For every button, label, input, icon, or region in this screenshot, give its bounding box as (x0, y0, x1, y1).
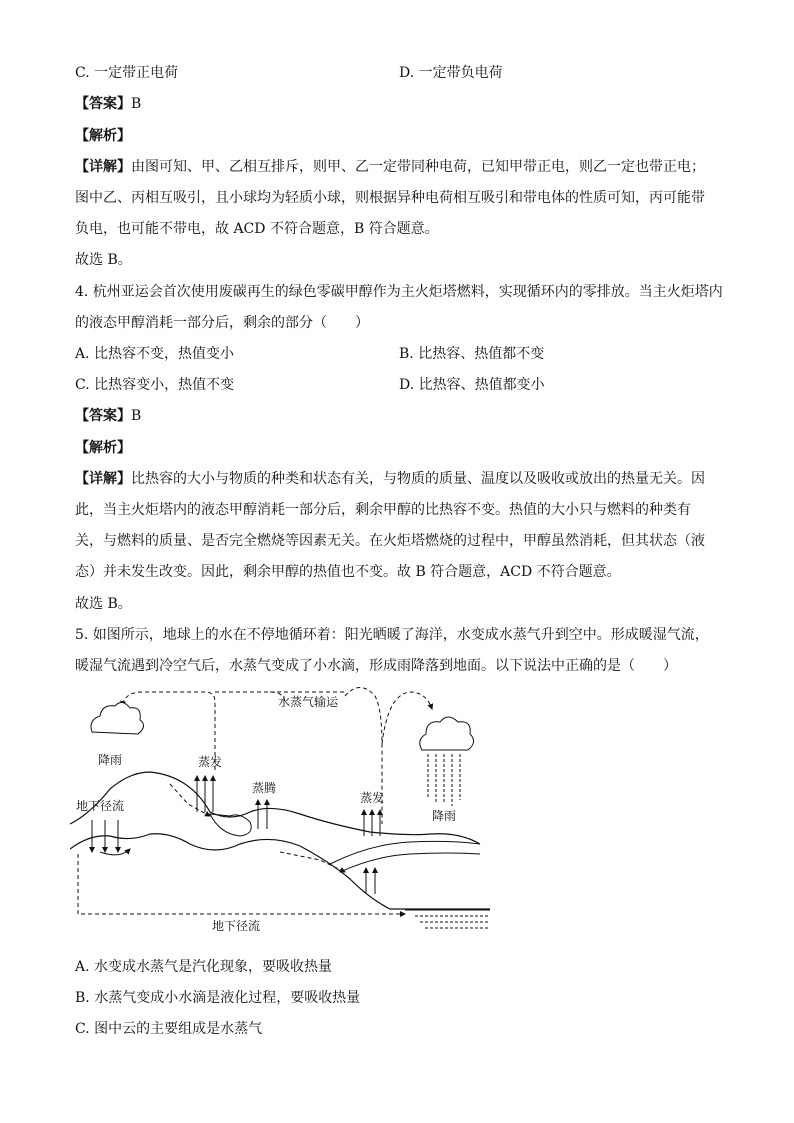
q4-option-a: A. 比热容不变，热值变小 (75, 346, 235, 362)
q4-detail-line-1 (75, 469, 705, 489)
q5-stem-line-2: 暖湿气流遇到冷空气后，水蒸气变成了小水滴，形成雨降落到地面。以下说法中正确的是（ ） (75, 658, 677, 674)
detail-text: 比热容的大小与物质的种类和状态有关，与物质的质量、温度以及吸收或放出的热量无关。因 (131, 471, 705, 487)
q4-conclusion: 故选 B。 (75, 596, 132, 612)
q4-detail-line-3: 关，与燃料的质量、是否完全燃烧等因素无关。在火炬塔燃烧的过程中，甲醇虽然消耗，但其状态（液 (75, 533, 705, 549)
cloud-right-icon (420, 717, 474, 806)
q3-detail-line-3: 负电，也可能不带电，故 ACD 不符合题意，B 符合题意。 (75, 221, 439, 237)
q3-answer (75, 94, 141, 114)
answer-tag: 【答案】 (75, 96, 131, 112)
water-cycle-figure (70, 684, 490, 939)
evaporation-label-2: 蒸发 (360, 791, 385, 805)
q4-analysis-tag: 【解析】 (75, 440, 131, 456)
q3-detail-line-1 (75, 157, 705, 177)
answer-value: B (131, 408, 142, 424)
ground-runoff-label-bottom: 地下径流 (212, 919, 261, 933)
q4-option-c: C. 比热容变小，热值不变 (75, 377, 235, 393)
q5-option-c: C. 图中云的主要组成是水蒸气 (75, 1021, 263, 1037)
cloud-left-icon (91, 702, 144, 734)
detail-tag: 【详解】 (75, 471, 131, 487)
answer-value: B (131, 96, 142, 112)
answer-tag: 【答案】 (75, 408, 131, 424)
detail-tag: 【详解】 (75, 159, 131, 175)
q3-analysis-tag: 【解析】 (75, 128, 131, 144)
q5-option-a: A. 水变成水蒸气是汽化现象，要吸收热量 (75, 959, 333, 975)
q4-option-d: D. 比热容、热值都变小 (399, 377, 545, 393)
q4-detail-line-2: 此，当主火炬塔内的液态甲醇消耗一部分后，剩余甲醇的比热容不变。热值的大小只与燃料的种类有 (75, 502, 691, 518)
ground-runoff-label-left: 地下径流 (76, 799, 125, 813)
transpiration-label: 蒸腾 (252, 781, 277, 795)
q3-option-d: D. 一定带负电荷 (399, 65, 503, 81)
q3-detail-line-2: 图中乙、丙相互吸引，且小球均为轻质小球，则根据异种电荷相互吸引和带电体的性质可知，丙可能带 (75, 190, 705, 206)
detail-text: 由图可知、甲、乙相互排斥，则甲、乙一定带同种电荷，已知甲带正电，则乙一定也带正电； (131, 159, 705, 175)
q4-detail-line-4: 态）并未发生改变。因此，剩余甲醇的热值也不变。故 B 符合题意，ACD 不符合题意。 (75, 564, 621, 580)
q4-option-b: B. 比热容、热值都不变 (399, 346, 545, 362)
q5-stem-line-1: 5. 如图所示，地球上的水在不停地循环着：阳光晒暖了海洋，水变成水蒸气升到空中。形成暖湿气流， (75, 627, 709, 643)
q4-stem-line-2: 的液态甲醇消耗一部分后，剩余的部分（ ） (75, 315, 369, 331)
q3-conclusion: 故选 B。 (75, 252, 132, 268)
q4-stem-line-1: 4. 杭州亚运会首次使用废碳再生的绿色零碳甲醇作为主火炬塔燃料，实现循环内的零排放。当主火炬塔内 (75, 284, 723, 300)
rain-left-label: 降雨 (98, 753, 123, 767)
rain-right-label: 降雨 (432, 809, 457, 823)
q3-option-c: C. 一定带正电荷 (75, 65, 179, 81)
vapor-transport-label: 水蒸气输运 (278, 695, 339, 709)
q4-answer (75, 406, 141, 426)
q5-option-b: B. 水蒸气变成小水滴是液化过程，要吸收热量 (75, 990, 361, 1006)
evaporation-label-1: 蒸发 (198, 755, 223, 769)
